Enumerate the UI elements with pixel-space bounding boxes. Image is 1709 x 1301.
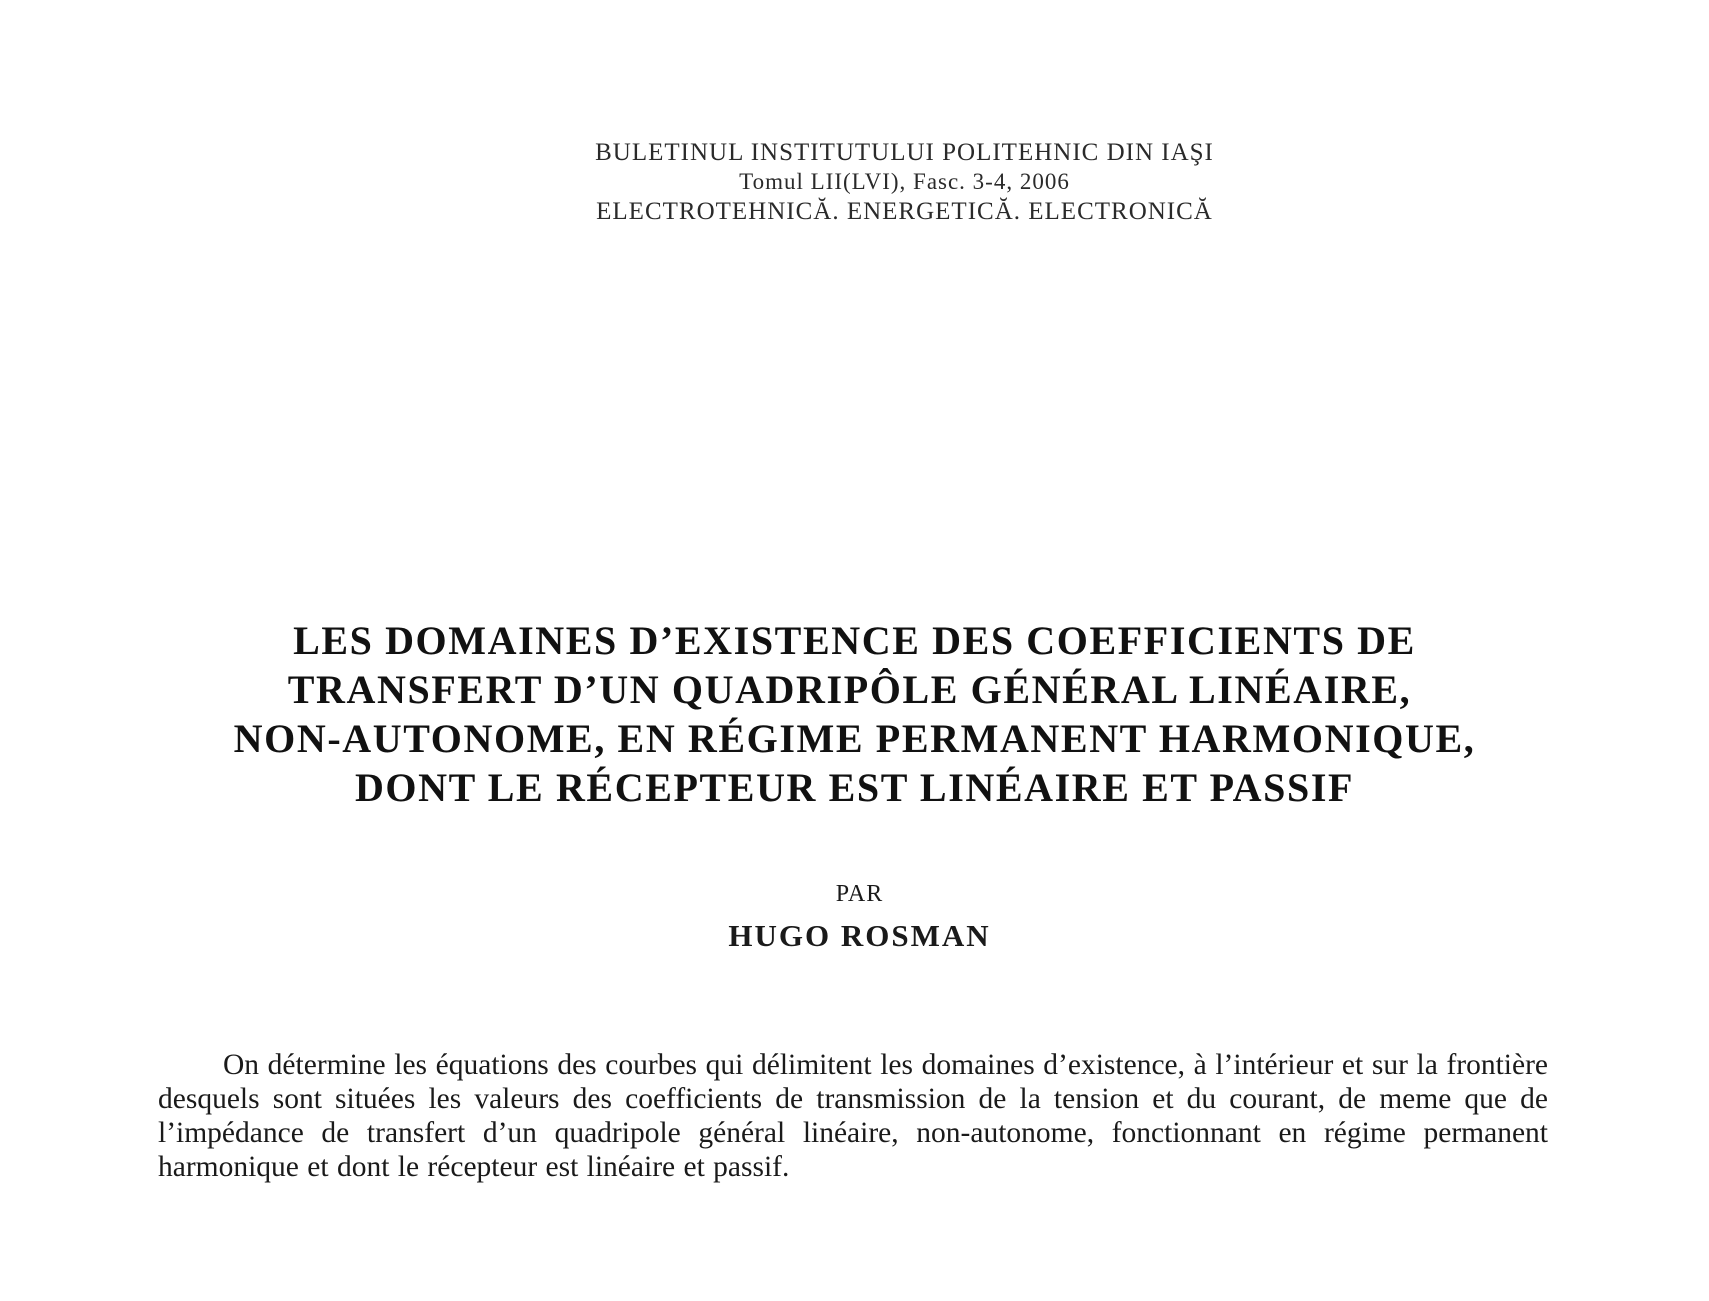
journal-volume: Tomul LII(LVI), Fasc. 3-4, 2006	[739, 169, 1070, 194]
journal-section: ELECTROTEHNICĂ. ENERGETICĂ. ELECTRONICĂ	[596, 198, 1213, 225]
byline	[0, 878, 1709, 958]
author-name: HUGO ROSMAN	[728, 918, 991, 953]
paper-title	[0, 616, 1709, 812]
title-line: TRANSFERT D’UN QUADRIPÔLE GÉNÉRAL LINÉAIRE,	[287, 667, 1412, 712]
journal-header	[0, 138, 1709, 228]
abstract-paragraph: On détermine les équations des courbes qui délimitent les domaines d’existence, à l’intérieur et sur la frontière desquels sont situées les valeurs des coefficients de transmission de la tension et du courant, de meme que de l’impédance de transfert d’un quadripole général linéaire, non-autonome, fonctionnant en régime permanent harmonique et dont le récepteur est linéaire et passif.	[158, 1049, 1548, 1183]
byline-par: PAR	[835, 881, 884, 907]
title-line: NON-AUTONOME, EN RÉGIME PERMANENT HARMONIQUE,	[233, 716, 1476, 761]
title-line: LES DOMAINES D’EXISTENCE DES COEFFICIENTS DE	[293, 618, 1416, 663]
title-line: DONT LE RÉCEPTEUR EST LINÉAIRE ET PASSIF	[354, 765, 1355, 810]
journal-name: BULETINUL INSTITUTULUI POLITEHNIC DIN IAŞI	[595, 139, 1214, 166]
